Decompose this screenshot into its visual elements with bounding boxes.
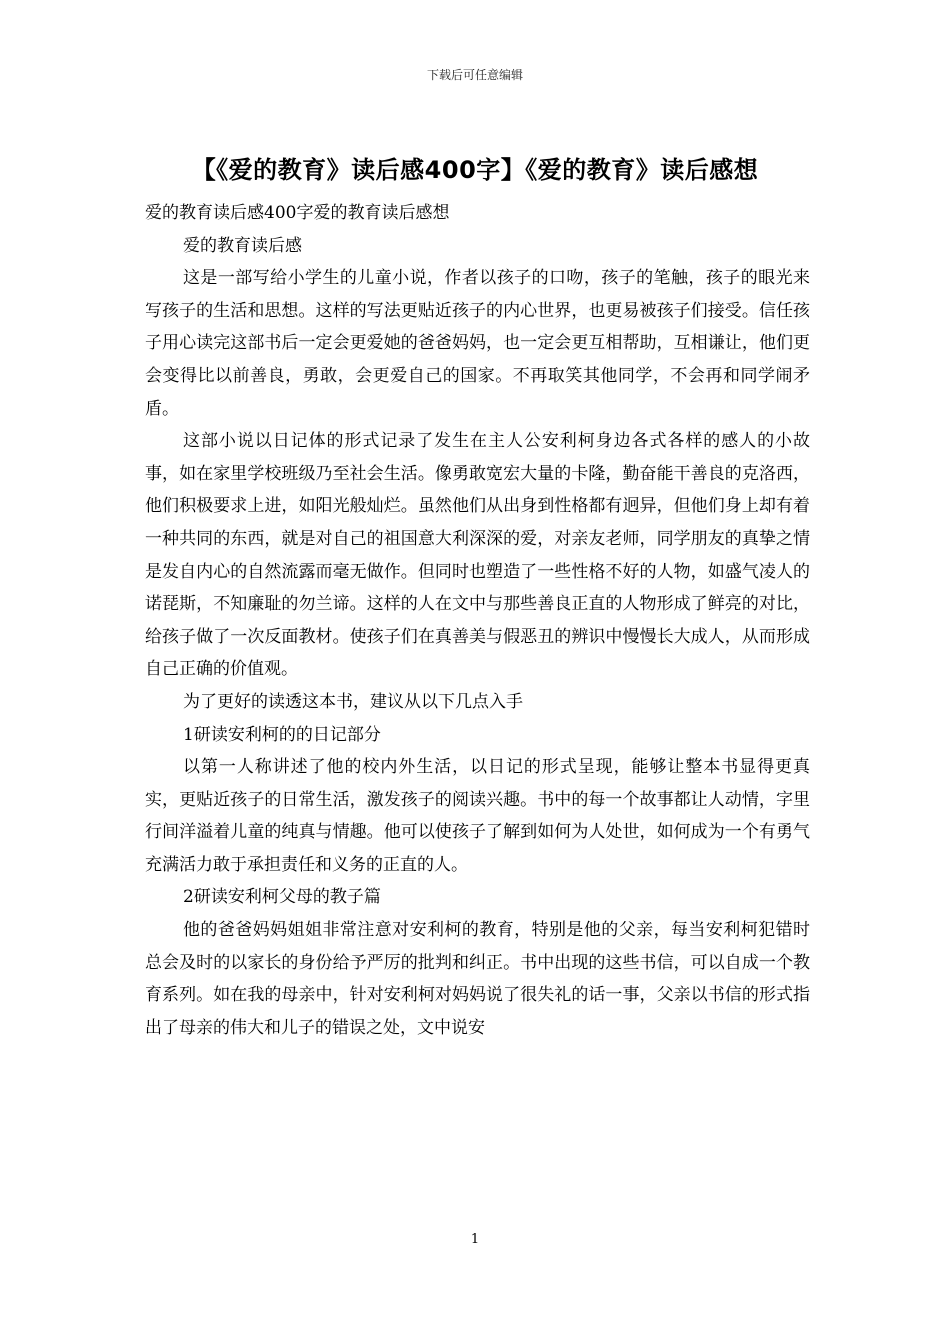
paragraph: 以第一人称讲述了他的校内外生活，以日记的形式呈现，能够让整本书显得更真实，更贴近孩子的日常生活，激发孩子的阅读兴趣。书中的每一个故事都让人动情，字里行间洋溢着儿童的纯真与情趣。他可以使孩子了解到如何为人处世，如何成为一个有勇气充满活力敢于承担责任和义务的正直的人。 [145,757,810,875]
paragraph: 他的爸爸妈妈姐姐非常注意对安利柯的教育，特别是他的父亲，每当安利柯犯错时总会及时的以家长的身份给予严厉的批判和纠正。书中出现的这些书信，可以自成一个教育系列。如在我的母亲中，针对安利柯对妈妈说了很失礼的话一事，父亲以书信的形式指出了母亲的伟大和儿子的错误之处，文中说安 [145,920,810,1038]
section-heading: 1研读安利柯的的日记部分 [183,724,381,745]
page-number: 1 [470,1232,480,1247]
paragraph: 这部小说以日记体的形式记录了发生在主人公安利柯身边各式各样的感人的小故事，如在家里学校班级乃至社会生活。像勇敢宽宏大量的卡隆，勤奋能干善良的克洛西，他们积极要求上进，如阳光般灿烂。虽然他们从出身到性格都有迥异，但他们身上却有着一种共同的东西，就是对自己的祖国意大利深深的爱，对亲友老师，同学朋友的真挚之情是发自内心的自然流露而毫无做作。但同时也塑造了一些性格不好的人物，如盛气凌人的诺琵斯，不知廉耻的勿兰谛。这样的人在文中与那些善良正直的人物形成了鲜亮的对比，给孩子做了一次反面教材。使孩子们在真善美与假恶丑的辨识中慢慢长大成人，从而形成自己正确的价值观。 [145,431,810,680]
header-note: 下载后可任意编辑 [426,68,523,82]
document-body [145,197,810,1044]
section-heading: 2研读安利柯父母的教子篇 [183,887,381,908]
document-title: 【《爱的教育》读后感400字】《爱的教育》读后感想 [191,156,759,184]
paragraph: 为了更好的读透这本书，建议从以下几点入手 [183,691,523,712]
paragraph-subtitle: 爱的教育读后感400字爱的教育读后感想 [145,203,450,223]
paragraph-heading: 爱的教育读后感 [183,235,302,256]
paragraph: 这是一部写给小学生的儿童小说，作者以孩子的口吻，孩子的笔触，孩子的眼光来写孩子的生活和思想。这样的写法更贴近孩子的内心世界，也更易被孩子们接受。信任孩子用心读完这部书后一定会更爱她的爸爸妈妈，也一定会更互相帮助，互相谦让，他们更会变得比以前善良，勇敢，会更爱自己的国家。不再取笑其他同学，不会再和同学闹矛盾。 [145,268,810,419]
